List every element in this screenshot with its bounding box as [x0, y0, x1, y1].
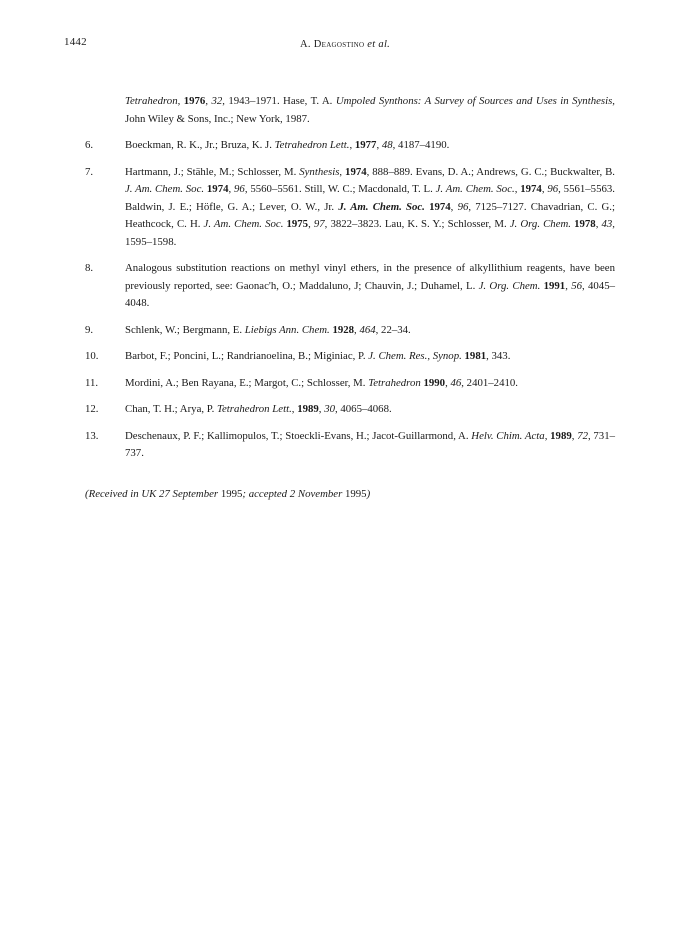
reference-text-segment: , [318, 403, 325, 415]
reference-text-segment: J. Org. Chem. [478, 279, 541, 292]
author-surname: Deagostino [313, 39, 365, 50]
reference-text-segment: 1978 [574, 218, 596, 230]
reference-text-segment: 72 [577, 429, 588, 442]
reference-text-segment: , 1943–1971. Hase, T. A. [222, 95, 336, 107]
reference-text-segment: J. Am. Chem. Soc. [338, 200, 425, 213]
reference-text-segment: , [571, 429, 578, 442]
reference-text-segment: J. Am. Chem. Soc. [125, 183, 205, 195]
reference-list [85, 93, 615, 472]
page-number: 1442 [64, 36, 87, 48]
reference-text-segment: , 4187–4190. [392, 139, 450, 151]
reference-text-segment: , [450, 200, 458, 213]
reference-text-segment: Mordini, A.; Ben Rayana, E.; Margot, C.; Schlosser, M. [125, 376, 369, 389]
reference-entry [85, 428, 615, 463]
reference-text-segment: 1989 [550, 429, 572, 442]
reference-text-segment: , [228, 183, 235, 195]
reference-text-segment: 96 [547, 183, 559, 195]
reference-text-segment: J. Am. Chem. Soc. [435, 183, 515, 195]
reference-text-segment: J. Am. Chem. Soc. [203, 218, 284, 230]
reference-text-segment: , [544, 429, 551, 442]
reference-number: 12. [85, 403, 99, 415]
reference-text-segment: , 731–737. [125, 429, 616, 459]
accepted-year: 1995 [342, 488, 367, 500]
reference-body [125, 428, 615, 463]
reference-text-segment: 56 [571, 279, 582, 292]
reference-text-segment: Hartmann, J.; Stähle, M.; Schlosser, M. [125, 165, 300, 178]
reference-text-segment: 97 [313, 218, 325, 230]
reference-entry [85, 164, 615, 252]
et-al: et al. [364, 39, 391, 50]
reference-text-segment: Tetrahedron Lett. [274, 139, 350, 151]
reference-body [125, 322, 615, 340]
reference-text-segment: 1974 [520, 183, 542, 195]
reference-text-segment: , 3822–3823. Lau, K. S. Y.; Schlosser, M. [324, 218, 510, 230]
reference-text-segment: 1981 [464, 350, 487, 362]
reference-items [85, 137, 615, 463]
reference-entry [85, 322, 615, 340]
reference-text-segment: , John Wiley & Sons, Inc.; New York, 1987. [125, 95, 615, 125]
reference-text-segment: , [445, 376, 451, 389]
reference-text-segment: Deschenaux, P. F.; Kallimopulos, T.; Stoeckli-Evans, H.; Jacot-Guillarmond, A. [125, 429, 472, 442]
reference-text-segment: 1977 [354, 139, 377, 151]
reference-text-segment: Tetrahedron Lett. [216, 403, 292, 415]
reference-text-segment: Umpoled Synthons: A Survey of Sources and Uses in Synthesis [335, 95, 613, 107]
reference-body [125, 375, 615, 393]
received-year: 1995 [218, 488, 243, 500]
reference-text-segment: 1974 [206, 183, 229, 195]
reference-entry [85, 260, 615, 313]
reference-text-segment: , 4065–4068. [334, 403, 392, 415]
reference-text-segment: Analogous substitution reactions on methyl vinyl ethers, in the presence of alkyllithium reagents, have been previously reported, see: Gaonac'h, O.; Maddaluno, J; Chauvin, J.; Duhamel, L. [125, 262, 615, 292]
author-initial: A. [300, 39, 314, 50]
reference-text-segment: , 5560–5561. Still, W. C.; Macdonald, T. L. [244, 183, 436, 195]
reference-text-segment: , [308, 218, 314, 230]
reference-body [125, 348, 615, 366]
reference-text-segment: 464 [359, 323, 376, 336]
reference-text-segment: 32 [211, 95, 223, 107]
reference-text-segment: 1989 [297, 403, 319, 415]
reference-text-segment: J. Chem. Res., Synop. [368, 350, 462, 362]
reference-body [125, 164, 615, 252]
reference-text-segment: , 1595–1598. [125, 218, 615, 248]
reference-number: 6. [85, 139, 94, 151]
reference-text-segment: , [339, 165, 346, 178]
received-close: ) [366, 488, 371, 500]
reference-body [125, 260, 615, 313]
received-date-line [85, 488, 370, 500]
reference-text-segment: , [291, 403, 298, 415]
reference-entry [85, 348, 615, 366]
reference-text-segment: , 343. [486, 350, 511, 362]
reference-text-segment: 43 [601, 218, 613, 230]
accepted-label: ; accepted 2 [242, 488, 298, 500]
reference-text-segment: Synthesis [299, 165, 340, 178]
reference-text-segment: 1976 [183, 95, 206, 107]
reference-text-segment: Chan, T. H.; Arya, P. [125, 403, 217, 415]
reference-text-segment: Schlenk, W.; Bergmann, E. [125, 323, 245, 336]
reference-text-segment: , [541, 183, 548, 195]
received-month: September [172, 488, 219, 500]
reference-text-segment: 30 [324, 403, 335, 415]
reference-number: 13. [85, 429, 99, 442]
reference-text-segment: Helv. Chim. Acta [471, 429, 545, 442]
reference-entry [85, 401, 615, 419]
reference-text-segment: , 22–34. [375, 323, 411, 336]
reference-number: 9. [85, 323, 94, 336]
reference-text-segment: 1974 [345, 165, 367, 178]
reference-text-segment: 1991 [543, 279, 566, 292]
reference-text-segment: 96 [457, 200, 469, 213]
reference-text-segment: , 7125–7127. Chavadrian, C. G.; Heathcock, C. H. [125, 200, 615, 230]
reference-text-segment: 1974 [429, 200, 451, 213]
reference-text-segment: Tetrahedron [368, 376, 421, 389]
reference-text-segment: , 5561–5563. Baldwin, J. E.; Höfle, G. A.; Lever, O. W., Jr. [125, 183, 615, 213]
reference-text-segment: , [354, 323, 360, 336]
reference-text-segment: , [565, 279, 572, 292]
reference-text-segment: 96 [234, 183, 245, 195]
reference-entry [85, 137, 615, 155]
reference-text-segment: , [349, 139, 355, 151]
reference-entry [85, 375, 615, 393]
accepted-month: November [297, 488, 343, 500]
reference-text-segment: 1928 [332, 323, 355, 336]
reference-text-segment: , [514, 183, 521, 195]
running-head-authors [300, 39, 390, 50]
reference-text-segment: , 2401–2410. [461, 376, 518, 389]
reference-number: 7. [85, 165, 94, 178]
reference-number: 11. [85, 376, 99, 389]
reference-text-segment: Tetrahedron, [125, 95, 184, 107]
reference-text-segment: , 4045–4048. [125, 279, 615, 309]
reference-text-segment: Boeckman, R. K., Jr.; Bruza, K. J. [125, 139, 275, 151]
reference-text-segment: 1990 [423, 376, 446, 389]
reference-number: 8. [85, 262, 94, 274]
reference-text-segment: , [205, 95, 212, 107]
reference-body [125, 401, 615, 419]
reference-number: 10. [85, 350, 99, 362]
reference-continuation [85, 93, 615, 128]
reference-text-segment: , [595, 218, 602, 230]
reference-text-segment: , [376, 139, 382, 151]
reference-text-segment: J. Org. Chem. [509, 218, 571, 230]
reference-text-segment: , 888–889. Evans, D. A.; Andrews, G. C.; Buckwalter, B. [366, 165, 615, 178]
reference-text-segment: Liebigs Ann. Chem. [244, 323, 330, 336]
reference-body [125, 137, 615, 155]
reference-text-segment: Barbot, F.; Poncini, L.; Randrianoelina, B.; Miginiac, P. [125, 350, 369, 362]
reference-text-segment: 1975 [286, 218, 309, 230]
reference-text-segment: 46 [450, 376, 462, 389]
received-open: (Received in UK 27 [85, 488, 173, 500]
reference-text-segment: 48 [381, 139, 393, 151]
